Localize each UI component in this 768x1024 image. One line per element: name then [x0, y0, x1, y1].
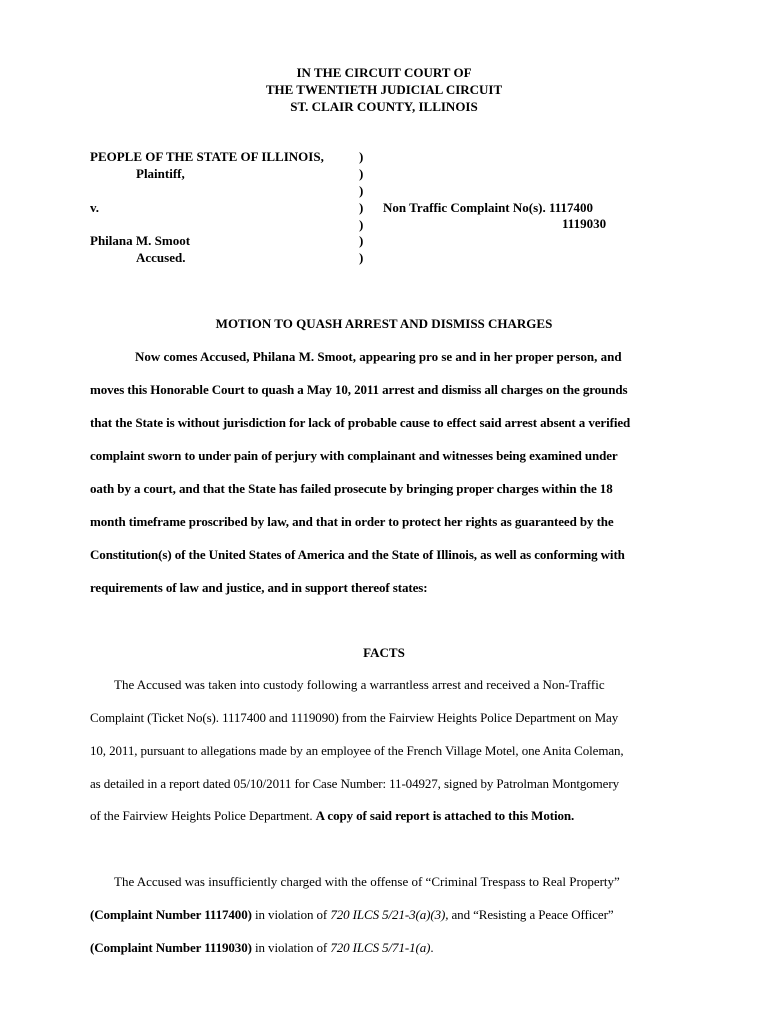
facts-text: in violation of [251, 940, 331, 955]
complaint-reference: (Complaint Number 1119030) [90, 940, 252, 955]
plaintiff-role: Plaintiff, [136, 166, 185, 181]
facts-text: of the Fairview Heights Police Department. [90, 808, 316, 823]
motion-line: Now comes Accused, Philana M. Smoot, appearing pro se and in her proper person, and [135, 349, 622, 364]
caption-paren: ) [359, 183, 364, 198]
facts-text: in violation of [251, 907, 331, 922]
facts-line: as detailed in a report dated 05/10/2011 for Case Number: 11-04927, signed by Patrolman Montgomery [90, 776, 619, 791]
facts-line [90, 907, 614, 923]
versus-label: v. [90, 200, 100, 215]
attachment-note: A copy of said report is attached to this Motion. [315, 808, 575, 823]
facts-text: and “Resisting a Peace Officer” [448, 907, 614, 922]
facts-line: The Accused was insufficiently charged with the offense of “Criminal Trespass to Real Property” [114, 874, 620, 889]
facts-line: The Accused was taken into custody following a warrantless arrest and received a Non-Traffic [114, 677, 605, 692]
accused-name: Philana M. Smoot [90, 233, 191, 248]
court-name-line1: IN THE CIRCUIT COURT OF [296, 65, 472, 80]
plaintiff-name: PEOPLE OF THE STATE OF ILLINOIS, [90, 149, 324, 164]
caption-paren: ) [359, 217, 364, 232]
statute-citation: 720 ILCS 5/71-1(a) [330, 940, 431, 955]
caption-paren: ) [359, 200, 364, 215]
motion-title: MOTION TO QUASH ARREST AND DISMISS CHARGES [215, 316, 553, 331]
motion-line: Constitution(s) of the United States of America and the State of Illinois, as well as conforming with [90, 547, 625, 562]
motion-line: moves this Honorable Court to quash a May 10, 2011 arrest and dismiss all charges on the grounds [90, 382, 628, 397]
facts-heading: FACTS [363, 645, 405, 660]
caption-paren: ) [359, 166, 364, 181]
motion-line: oath by a court, and that the State has failed prosecute by bringing proper charges within the 18 [90, 481, 613, 496]
accused-role: Accused. [136, 250, 186, 265]
caption-paren: ) [359, 250, 364, 265]
complaint-number-label: Non Traffic Complaint No(s). 1117400 [383, 200, 594, 215]
caption-paren: ) [359, 149, 364, 164]
statute-citation: 720 ILCS 5/21-3(a)(3), [330, 907, 449, 922]
facts-line: Complaint (Ticket No(s). 1117400 and 1119090) from the Fairview Heights Police Department on May [90, 710, 619, 725]
caption-paren: ) [359, 233, 364, 248]
facts-line [90, 808, 574, 824]
motion-line: requirements of law and justice, and in support thereof states: [90, 580, 428, 595]
court-name-line2: THE TWENTIETH JUDICIAL CIRCUIT [265, 82, 503, 97]
complaint-reference: (Complaint Number 1117400) [90, 907, 252, 922]
facts-line: 10, 2011, pursuant to allegations made by an employee of the French Village Motel, one Anita Coleman, [90, 743, 624, 758]
facts-text: . [430, 940, 434, 955]
court-name-line3: ST. CLAIR COUNTY, ILLINOIS [290, 99, 478, 114]
motion-line: complaint sworn to under pain of perjury with complainant and witnesses being examined under [90, 448, 618, 463]
motion-line: month timeframe proscribed by law, and that in order to protect her rights as guaranteed by the [90, 514, 614, 529]
facts-line [90, 940, 434, 956]
motion-line: that the State is without jurisdiction for lack of probable cause to effect said arrest absent a verified [90, 415, 631, 430]
complaint-number-second: 1119030 [562, 216, 607, 231]
